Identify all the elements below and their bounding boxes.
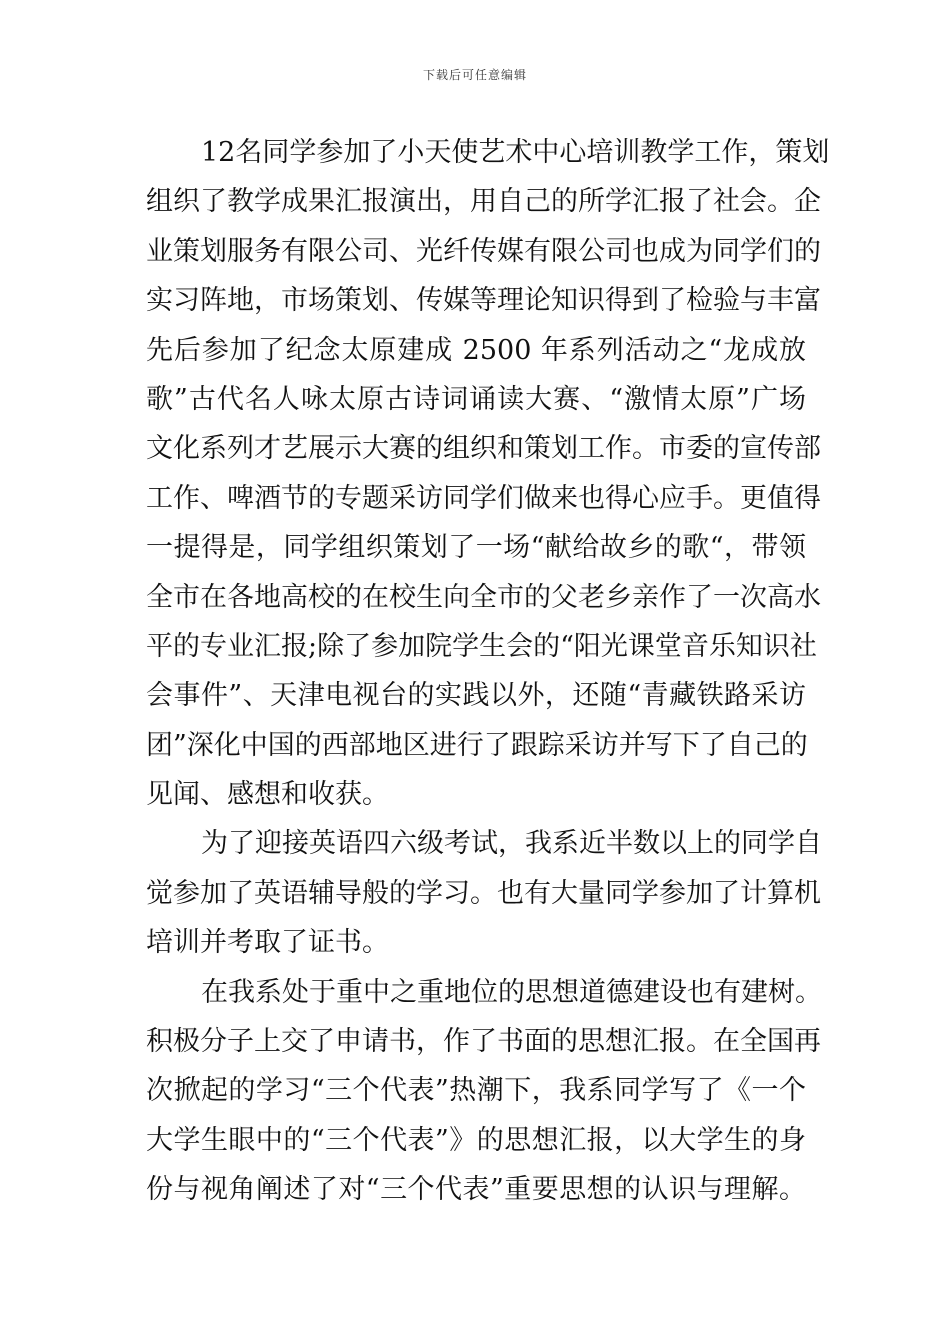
document-body (146, 128, 830, 1215)
paragraph-1-line-5: 先后参加了纪念太原建成 2500 年系列活动之“龙成放 (146, 334, 806, 366)
paragraph-1-line-11: 平的专业汇报;除了参加院学生会的“阳光课堂音乐知识社 (146, 630, 817, 662)
paragraph-2-line-1: 为了迎接英语四六级考试，我系近半数以上的同学自 (201, 828, 822, 860)
paragraph-1-line-1: 12名同学参加了小天使艺术中心培训教学工作，策划 (201, 137, 830, 168)
paragraph-3-line-2: 积极分子上交了申请书，作了书面的思想汇报。在全国再 (146, 1026, 821, 1058)
paragraph-3-line-5: 份与视角阐述了对“三个代表”重要思想的认识与理解。 (146, 1174, 806, 1206)
header-note: 下载后可任意编辑 (422, 68, 527, 82)
paragraph-1-line-7: 文化系列才艺展示大赛的组织和策划工作。市委的宣传部 (146, 433, 821, 465)
paragraph-1-line-8: 工作、啤酒节的专题采访同学们做来也得心应手。更值得 (146, 482, 821, 514)
paragraph-1-line-10: 全市在各地高校的在校生向全市的父老乡亲作了一次高水 (146, 581, 821, 613)
paragraph-1-line-6: 歌”古代名人咏太原古诗词诵读大赛、“激情太原”广场 (146, 383, 806, 415)
paragraph-1-line-12: 会事件”、天津电视台的实践以外，还随“青藏铁路采访 (146, 680, 806, 712)
paragraph-1-line-13: 团”深化中国的西部地区进行了跟踪采访并写下了自己的 (146, 729, 808, 761)
paragraph-3-line-4: 大学生眼中的“三个代表”》的思想汇报，以大学生的身 (146, 1124, 806, 1156)
paragraph-1-line-4: 实习阵地，市场策划、传媒等理论知识得到了检验与丰富 (146, 285, 821, 317)
paragraph-1-line-9: 一提得是，同学组织策划了一场“献给故乡的歌“，带领 (146, 532, 806, 564)
paragraph-3-line-1: 在我系处于重中之重地位的思想道德建设也有建树。 (201, 976, 822, 1008)
paragraph-2-line-2: 觉参加了英语辅导般的学习。也有大量同学参加了计算机 (146, 877, 821, 909)
paragraph-1-line-2: 组织了教学成果汇报演出，用自己的所学汇报了社会。企 (146, 186, 821, 218)
paragraph-1-line-3: 业策划服务有限公司、光纤传媒有限公司也成为同学们的 (146, 235, 821, 267)
paragraph-1-line-14: 见闻、感想和收获。 (146, 779, 389, 811)
paragraph-3-line-3: 次掀起的学习“三个代表”热潮下，我系同学写了《一个 (146, 1075, 806, 1107)
paragraph-2-line-3: 培训并考取了证书。 (146, 927, 389, 959)
